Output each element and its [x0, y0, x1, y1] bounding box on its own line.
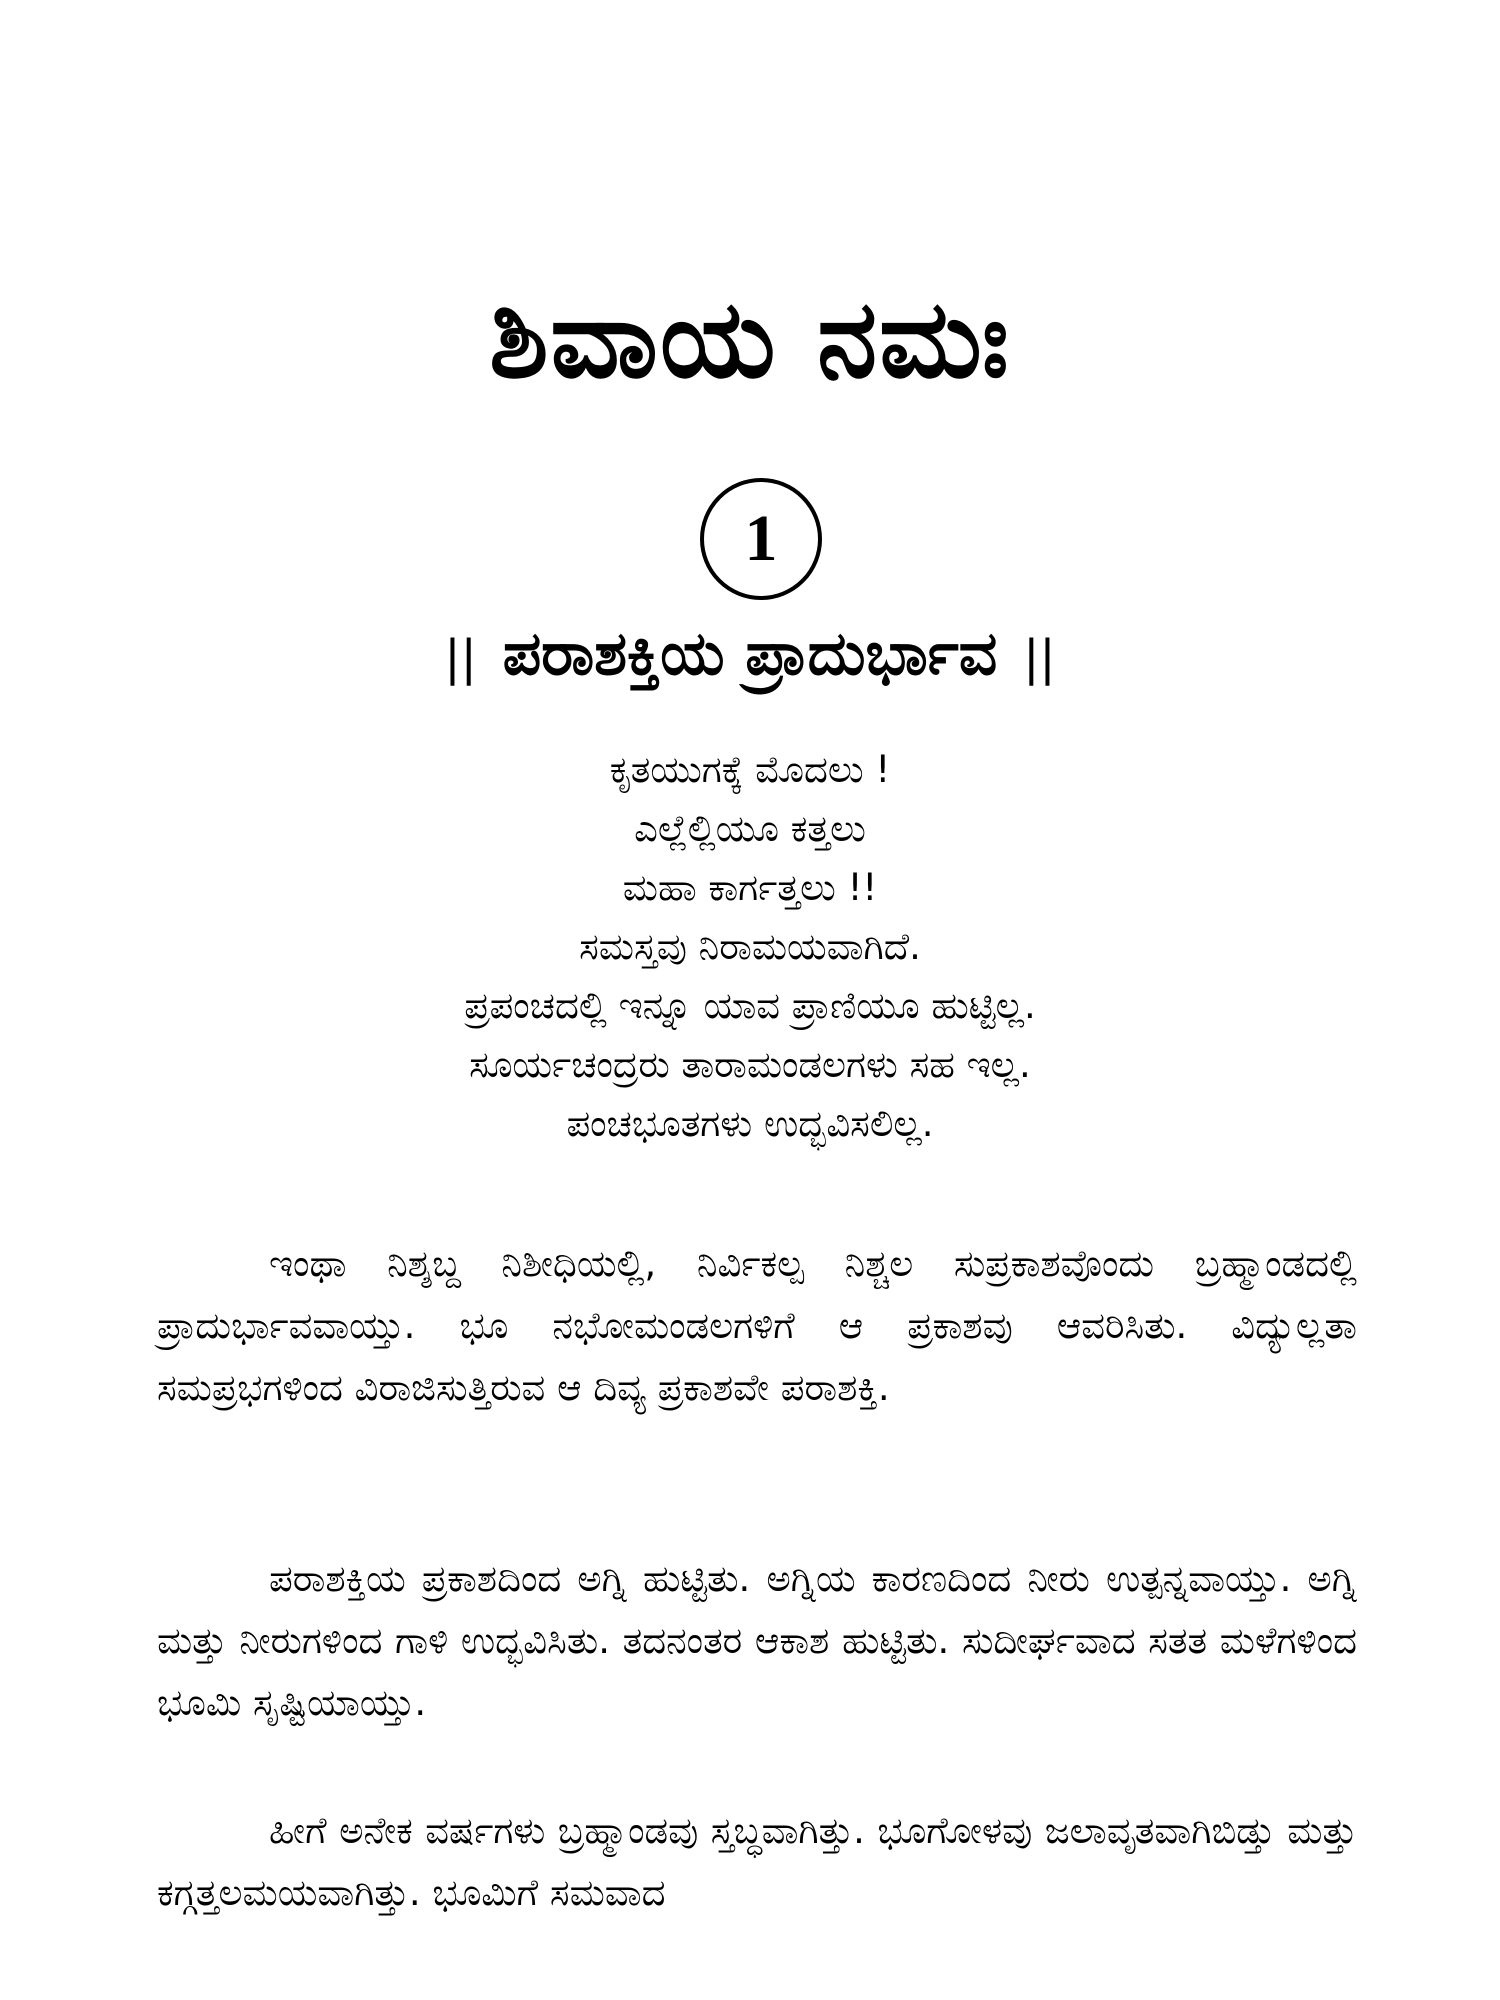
verse-line: ಸೂರ್ಯಚಂದ್ರರು ತಾರಾಮಂಡಲಗಳು ಸಹ ಇಲ್ಲ. [469, 1043, 1031, 1086]
title-bar-right: || [1023, 630, 1056, 686]
verse-line: ಎಲ್ಲೆಲ್ಲಿಯೂ ಕತ್ತಲು [634, 807, 866, 850]
body-paragraph: ಪರಾಶಕ್ತಿಯ ಪ್ರಕಾಶದಿಂದ ಅಗ್ನಿ ಹುಟ್ಟಿತು. ಅಗ್ನಿಯ ಕಾರಣದಿಂದ ನೀರು ಉತ್ಪನ್ನವಾಯ್ತು. ಅಗ್ನಿ ಮತ್ತು ನೀರುಗಳಿಂದ ಗಾಳಿ ಉದ್ಭವಿಸಿತು. ತದನಂತರ ಆಕಾಶ ಹುಟ್ಟಿತು. ಸುದೀರ್ಘವಾದ ಸತತ ಮಳೆಗಳಿಂದ ಭೂಮಿ ಸೃಷ್ಟಿಯಾಯ್ತು. [157, 1557, 1357, 1724]
verse-line: ಕೃತಯುಗಕ್ಕೆ ಮೊದಲು ! [609, 748, 891, 791]
body-paragraph: ಇಂಥಾ ನಿಶ್ಶಬ್ದ ನಿಶೀಧಿಯಲ್ಲಿ, ನಿರ್ವಿಕಲ್ಪ ನಿಶ್ಚಲ ಸುಪ್ರಕಾಶವೊಂದು ಬ್ರಹ್ಮಾಂಡದಲ್ಲಿ ಪ್ರಾದುರ್ಭಾವವಾಯ್ತು. ಭೂ ನಭೋಮಂಡಲಗಳಿಗೆ ಆ ಪ್ರಕಾಶವು ಆವರಿಸಿತು. ವಿದ್ಯುಲ್ಲತಾ ಸಮಪ್ರಭಗಳಿಂದ ವಿರಾಜಿಸುತ್ತಿರುವ ಆ ದಿವ್ಯ ಪ್ರಕಾಶವೇ ಪರಾಶಕ್ತಿ. [157, 1242, 1357, 1409]
invocation-heading: ಶಿವಾಯ ನಮಃ [489, 277, 1011, 402]
body-paragraph: ಹೀಗೆ ಅನೇಕ ವರ್ಷಗಳು ಬ್ರಹ್ಮಾಂಡವು ಸ್ತಬ್ಧವಾಗಿತ್ತು. ಭೂಗೋಳವು ಜಲಾವೃತವಾಗಿಬಿಡ್ತು ಮತ್ತು ಕಗ್ಗತ್ತಲಮಯವಾಗಿತ್ತು. ಭೂಮಿಗೆ ಸಮವಾದ [157, 1809, 1357, 1914]
title-bar-left: || [444, 630, 477, 686]
chapter-title-text: ಪರಾಶಕ್ತಿಯ ಪ್ರಾದುರ್ಭಾವ [502, 619, 998, 689]
verse-line: ಸಮಸ್ತವು ನಿರಾಮಯವಾಗಿದೆ. [579, 925, 921, 968]
chapter-title [0, 612, 1500, 700]
verse-line: ಮಹಾ ಕಾರ್ಗತ್ತಲು !! [622, 866, 878, 909]
verse-line: ಪಂಚಭೂತಗಳು ಉದ್ಭವಿಸಲಿಲ್ಲ. [566, 1102, 934, 1145]
verse-line: ಪ್ರಪಂಚದಲ್ಲಿ ಇನ್ನೂ ಯಾವ ಪ್ರಾಣಿಯೂ ಹುಟ್ಟಿಲ್ಲ. [464, 984, 1036, 1027]
verse-block [0, 740, 1500, 1153]
chapter-number-badge: 1 [700, 478, 822, 600]
